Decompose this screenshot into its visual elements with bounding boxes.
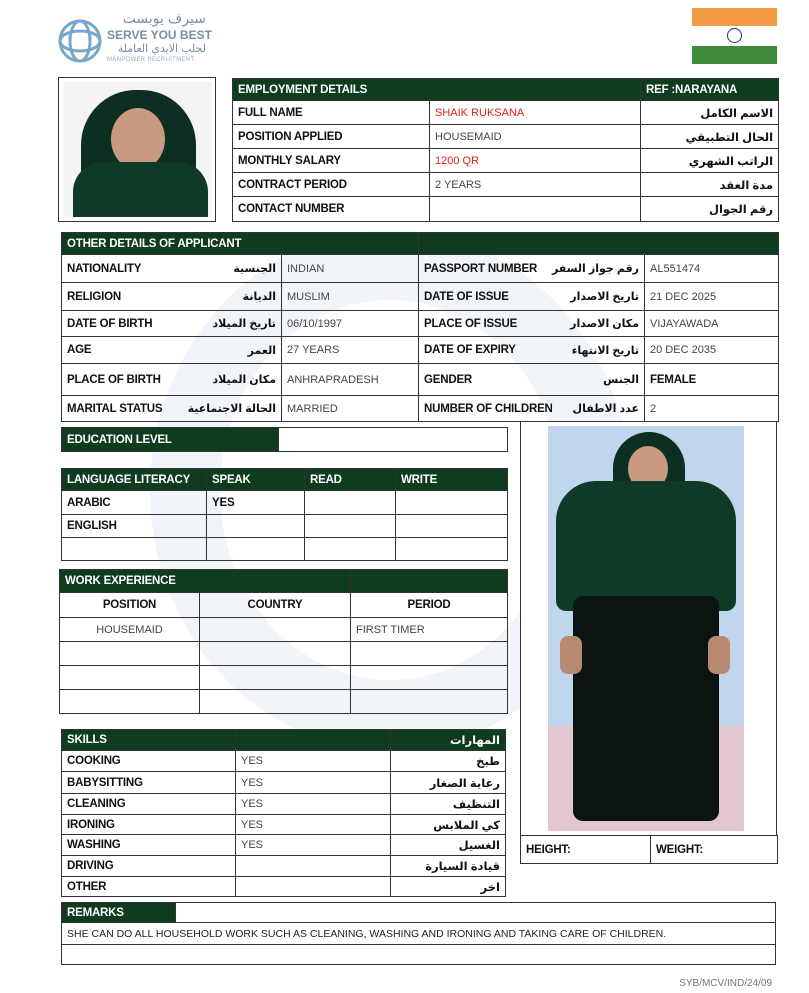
table-row — [60, 666, 508, 690]
table-row — [233, 125, 779, 149]
skill-label: CLEANING — [62, 794, 236, 815]
weight-label: WEIGHT: — [651, 836, 778, 864]
salary-label: MONTHLY SALARY — [233, 149, 430, 173]
dob-arabic: تاريخ الميلاد — [212, 318, 276, 330]
read-value — [305, 515, 396, 538]
skill-value: YES — [236, 772, 391, 794]
full-name-arabic: الاسم الكامل — [641, 101, 779, 125]
dob-value: 06/10/1997 — [282, 311, 419, 337]
position-arabic: الحال التطبيقي — [641, 125, 779, 149]
table-row — [62, 538, 508, 561]
education-label: EDUCATION LEVEL — [62, 428, 279, 452]
salary-arabic: الراتب الشهري — [641, 149, 779, 173]
work-position — [60, 642, 200, 666]
marital-status-value: MARRIED — [282, 396, 419, 422]
remarks-text: SHE CAN DO ALL HOUSEHOLD WORK SUCH AS CLEANING, WASHING AND IRONING AND TAKING CARE OF CHILDREN. — [62, 923, 776, 945]
work-period — [351, 690, 508, 714]
language-name — [62, 538, 207, 561]
skill-arabic: اخر — [391, 877, 506, 897]
skill-label: DRIVING — [62, 856, 236, 877]
position-label: POSITION APPLIED — [233, 125, 430, 149]
speak-value: YES — [207, 491, 305, 515]
table-row — [60, 690, 508, 714]
contract-value: 2 YEARS — [430, 173, 641, 197]
language-table — [61, 468, 508, 561]
table-row — [62, 856, 506, 877]
birth-place-arabic: مكان الميلاد — [212, 374, 276, 386]
table-row — [62, 396, 779, 422]
skill-label: IRONING — [62, 815, 236, 835]
skill-label: WASHING — [62, 835, 236, 856]
children-value: 2 — [645, 396, 779, 422]
table-row — [60, 642, 508, 666]
gender-label: GENDER — [424, 373, 473, 386]
table-row — [233, 101, 779, 125]
skill-value — [236, 856, 391, 877]
table-row — [62, 772, 506, 794]
remarks-header: REMARKS — [62, 903, 176, 923]
india-flag — [692, 8, 777, 64]
birth-place-label: PLACE OF BIRTH — [67, 373, 161, 386]
issue-date-value: 21 DEC 2025 — [645, 283, 779, 311]
issue-date-label: DATE OF ISSUE — [424, 290, 509, 303]
contract-arabic: مدة العقد — [641, 173, 779, 197]
period-column-header: PERIOD — [351, 593, 508, 618]
education-value — [279, 428, 508, 452]
language-name: ENGLISH — [62, 515, 207, 538]
work-period — [351, 666, 508, 690]
write-value — [396, 515, 508, 538]
remarks-table — [61, 902, 776, 965]
work-position — [60, 666, 200, 690]
education-table — [61, 427, 508, 452]
religion-arabic: الديانة — [242, 291, 276, 303]
skill-value — [236, 877, 391, 897]
table-row — [233, 149, 779, 173]
passport-arabic: رقم جواز السفر — [551, 263, 640, 275]
age-value: 27 YEARS — [282, 337, 419, 364]
speak-value — [207, 538, 305, 561]
nationality-value: INDIAN — [282, 255, 419, 283]
gender-arabic: الجنس — [603, 374, 640, 386]
height-weight-table — [520, 835, 778, 864]
skill-label: COOKING — [62, 751, 236, 772]
language-name: ARABIC — [62, 491, 207, 515]
table-row — [62, 255, 779, 283]
skill-arabic: الغسيل — [391, 835, 506, 856]
table-row — [62, 815, 506, 835]
applicant-photo-full-body — [520, 421, 777, 836]
work-period — [351, 642, 508, 666]
dob-label: DATE OF BIRTH — [67, 317, 153, 330]
applicant-photo-portrait — [58, 77, 216, 222]
expiry-date-value: 20 DEC 2035 — [645, 337, 779, 364]
ashoka-chakra-icon — [727, 28, 742, 43]
logo-arabic-tagline: لجلب الايدي العاملة — [117, 43, 206, 55]
skill-arabic: قيادة السيارة — [391, 856, 506, 877]
work-country — [200, 618, 351, 642]
table-row — [62, 794, 506, 815]
place-of-issue-label: PLACE OF ISSUE — [424, 317, 518, 330]
skill-label: OTHER — [62, 877, 236, 897]
passport-value: AL551474 — [645, 255, 779, 283]
salary-value: 1200 QR — [430, 149, 641, 173]
skill-value: YES — [236, 751, 391, 772]
reference-code: REF :NARAYANA — [641, 79, 779, 101]
contract-label: CONTRACT PERIOD — [233, 173, 430, 197]
table-row — [233, 173, 779, 197]
table-row — [62, 751, 506, 772]
table-row — [62, 311, 779, 337]
skills-header: SKILLS — [62, 730, 236, 751]
skill-arabic: كي الملابس — [391, 815, 506, 835]
skills-header-arabic: المهارات — [391, 730, 506, 751]
skill-value: YES — [236, 794, 391, 815]
place-of-issue-value: VIJAYAWADA — [645, 311, 779, 337]
speak-header: SPEAK — [207, 469, 305, 491]
table-row — [233, 197, 779, 222]
read-value — [305, 491, 396, 515]
contact-arabic: رقم الجوال — [641, 197, 779, 222]
table-row — [60, 593, 508, 618]
work-country — [200, 666, 351, 690]
logo-english-tagline: MANPOWER RECRUITMENT — [107, 57, 195, 63]
speak-value — [207, 515, 305, 538]
read-header: READ — [305, 469, 396, 491]
children-label: NUMBER OF CHILDREN — [424, 402, 553, 415]
skill-arabic: طبخ — [391, 751, 506, 772]
table-row — [62, 283, 779, 311]
work-country — [200, 642, 351, 666]
marital-status-label: MARITAL STATUS — [67, 402, 163, 415]
nationality-arabic: الجنسية — [233, 263, 276, 275]
write-value — [396, 491, 508, 515]
full-name-value: SHAIK RUKSANA — [430, 101, 641, 125]
place-of-issue-arabic: مكان الاصدار — [570, 318, 640, 330]
table-row — [62, 364, 779, 396]
expiry-date-arabic: تاريخ الانتهاء — [571, 344, 640, 357]
position-column-header: POSITION — [60, 593, 200, 618]
table-row — [60, 618, 508, 642]
work-position: HOUSEMAID — [60, 618, 200, 642]
age-label: AGE — [67, 344, 92, 356]
work-experience-table — [59, 569, 508, 714]
position-value: HOUSEMAID — [430, 125, 641, 149]
write-value — [396, 538, 508, 561]
employment-header: EMPLOYMENT DETAILS — [233, 79, 641, 101]
expiry-date-label: DATE OF EXPIRY — [424, 344, 516, 356]
issue-date-arabic: تاريخ الاصدار — [570, 291, 640, 303]
contact-value — [430, 197, 641, 222]
table-row — [62, 835, 506, 856]
skill-arabic: رعاية الصغار — [391, 772, 506, 794]
skill-value: YES — [236, 815, 391, 835]
age-arabic: العمر — [247, 344, 276, 357]
logo-arabic-name: سيرف يوبست — [122, 10, 206, 26]
religion-value: MUSLIM — [282, 283, 419, 311]
birth-place-value: ANHRAPRADESH — [282, 364, 419, 396]
marital-status-arabic: الحالة الاجتماعية — [187, 403, 276, 415]
table-row — [62, 877, 506, 897]
other-details-table — [61, 232, 779, 422]
passport-label: PASSPORT NUMBER — [424, 262, 538, 275]
document-code: SYB/MCV/IND/24/09 — [679, 978, 772, 989]
work-position — [60, 690, 200, 714]
logo-english-name: SERVE YOU BEST — [107, 28, 212, 42]
skills-table — [61, 729, 506, 897]
skill-arabic: التنظيف — [391, 794, 506, 815]
children-arabic: عدد الاطفال — [572, 403, 640, 415]
skill-value: YES — [236, 835, 391, 856]
country-column-header: COUNTRY — [200, 593, 351, 618]
nationality-label: NATIONALITY — [67, 262, 142, 275]
contact-label: CONTACT NUMBER — [233, 197, 430, 222]
logo-knot-icon — [55, 14, 105, 68]
work-country — [200, 690, 351, 714]
skill-label: BABYSITTING — [62, 772, 236, 794]
table-row — [62, 491, 508, 515]
gender-value: FEMALE — [645, 364, 779, 396]
work-experience-header: WORK EXPERIENCE — [60, 570, 351, 593]
employment-details-table — [232, 78, 779, 222]
height-label: HEIGHT: — [521, 836, 651, 864]
table-row — [62, 515, 508, 538]
language-header: LANGUAGE LITERACY — [62, 469, 207, 491]
other-details-header: OTHER DETAILS OF APPLICANT — [62, 233, 419, 255]
company-logo — [55, 12, 215, 70]
table-row — [62, 337, 779, 364]
write-header: WRITE — [396, 469, 508, 491]
work-period: FIRST TIMER — [351, 618, 508, 642]
read-value — [305, 538, 396, 561]
full-name-label: FULL NAME — [233, 101, 430, 125]
religion-label: RELIGION — [67, 290, 121, 303]
